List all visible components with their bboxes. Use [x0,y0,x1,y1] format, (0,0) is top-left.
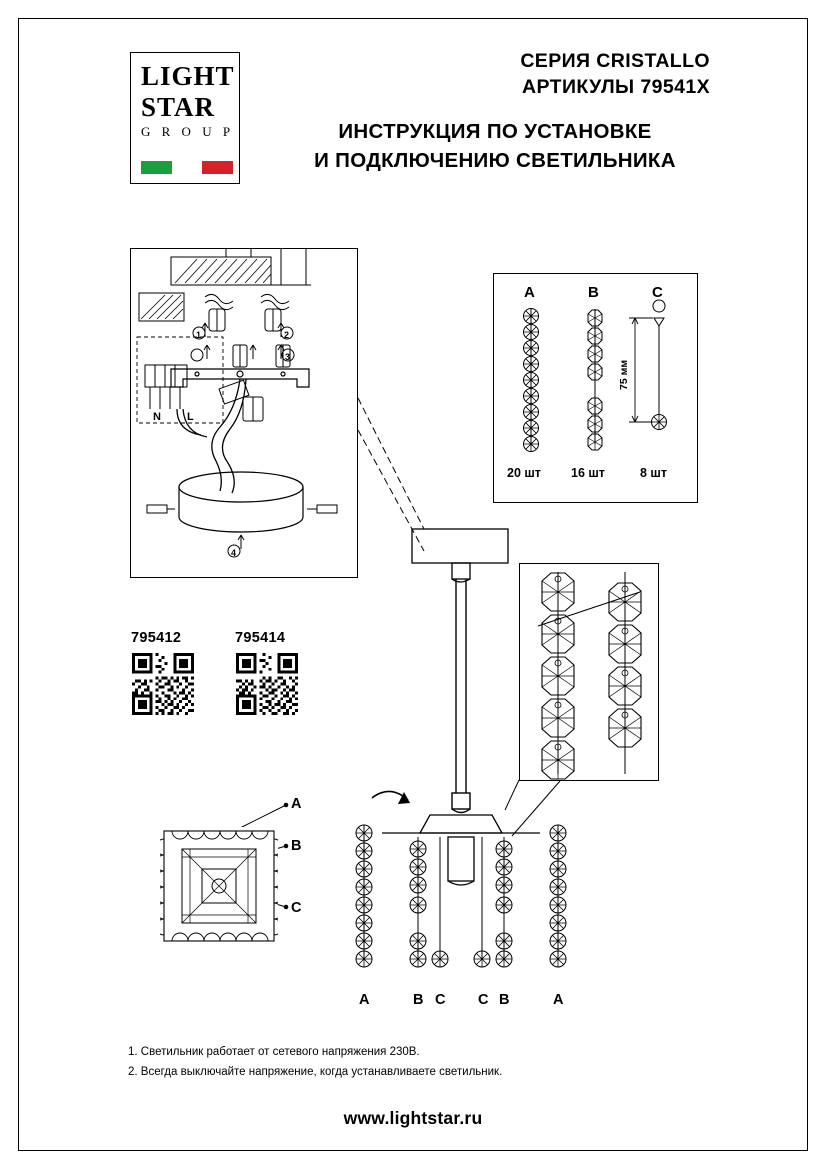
installation-diagram-panel [130,248,358,578]
kit-count-a: 20 шт [507,466,541,480]
strand-label-c-left: C [435,992,446,1008]
brand-logo [130,52,240,184]
step-number-3: 3 [285,352,291,362]
article-title: АРТИКУЛЫ 79541X [522,76,710,98]
plate-label-b: B [291,838,302,854]
kit-count-c: 8 шт [640,466,667,480]
title-block [250,48,710,174]
logo-line-3: G R O U P [141,124,235,139]
qr-code-795414 [236,653,298,715]
qr-code-795412 [132,653,194,715]
logo-line-1: LIGHT [141,61,235,91]
strand-label-b-left: B [413,992,424,1008]
crystal-kit-panel [493,273,698,503]
step-number-4: 4 [231,548,237,558]
instruction-title-line-2: И ПОДКЛЮЧЕНИЮ СВЕТИЛЬНИКА [314,149,676,172]
article-code-2-label: 795414 [235,630,286,646]
step-number-1: 1 [196,330,202,340]
notes-block [128,1042,688,1082]
kit-dimension-label: 75 мм [618,359,630,390]
plate-top-view-panel [160,827,278,945]
logo-line-2: STAR [141,92,216,122]
kit-letter-b: B [588,284,599,301]
website-footer: www.lightstar.ru [343,1108,483,1128]
terminal-label-l: L [187,411,194,423]
plate-label-c: C [291,900,302,916]
instruction-title-line-1: ИНСТРУКЦИЯ ПО УСТАНОВКЕ [338,120,652,143]
step-number-2: 2 [284,330,290,340]
series-title: СЕРИЯ CRISTALLO [520,50,710,72]
strand-label-c-right: C [478,992,489,1008]
plate-top-view-drawing [160,827,278,945]
kit-letter-a: A [524,284,535,301]
terminal-label-n: N [153,411,161,423]
italy-flag-icon [141,161,233,174]
kit-count-b: 16 шт [571,466,605,480]
article-code-1-label: 795412 [131,630,182,646]
installation-drawing [131,249,357,577]
strand-label-a-left: A [359,992,370,1008]
kit-letter-c: C [652,284,663,301]
document-header [130,48,710,193]
strand-label-b-right: B [499,992,510,1008]
chandelier-assembly [330,515,590,995]
strand-label-a-right: A [553,992,564,1008]
note-line-1: 1. Светильник работает от сетевого напряжения 230В. [128,1046,420,1058]
plate-label-a: A [291,796,302,812]
note-line-2: 2. Всегда выключайте напряжение, когда устанавливаете светильник. [128,1066,503,1078]
